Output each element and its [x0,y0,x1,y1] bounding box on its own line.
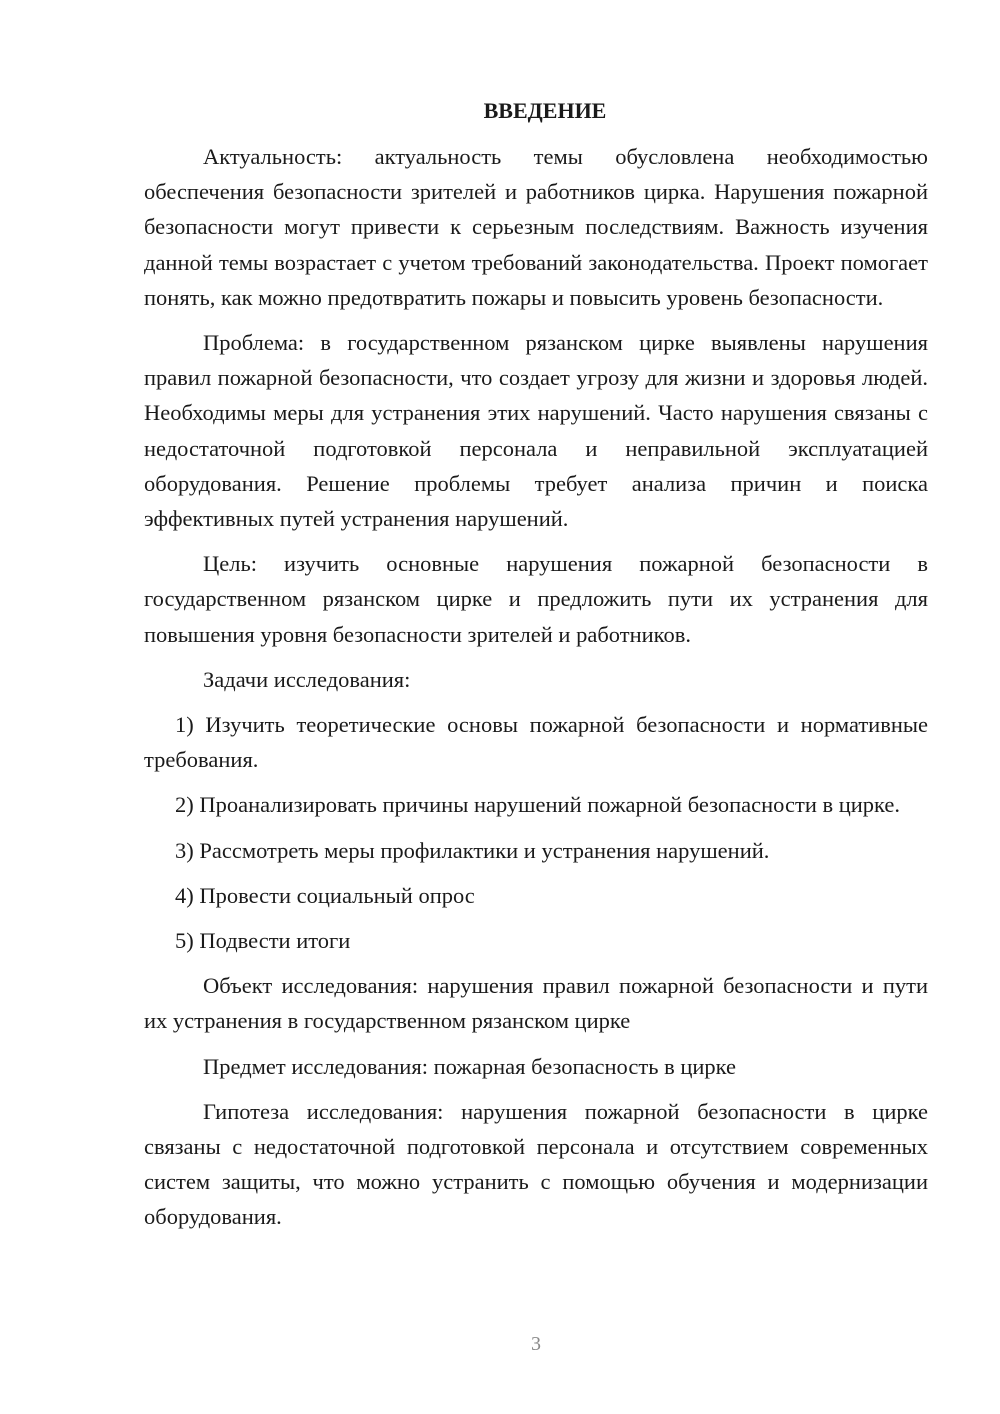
tasks-heading: Задачи исследования: [203,666,411,692]
paragraph-goal: Цель: изучить основные нарушения пожарной безопасности в государственном рязанском цирке и предложить пути их устранения для повышения уровня безопасности зрителей и работников. [144,551,928,647]
paragraph-problem: Проблема: в государственном рязанском цирке выявлены нарушения правил пожарной безопасности, что создает угрозу для жизни и здоровья людей. Необходимы меры для устранения этих нарушений. Часто нарушения связаны с недостаточной подготовкой персонала и неправильной эксплуатацией оборудования. Решение проблемы требует анализа причин и поиска эффективных путей устранения нарушений. [144,330,928,532]
paragraph-relevance: Актуальность: актуальность темы обусловлена необходимостью обеспечения безопасности зрителей и работников цирка. Нарушения пожарной безопасности могут привести к серьезным последствиям. Важность изучения данной темы возрастает с учетом требований законодательства. Проект помогает понять, как можно предотвратить пожары и повысить уровень безопасности. [144,144,928,310]
task-item-2: 2) Проанализировать причины нарушений пожарной безопасности в цирке. [175,792,901,818]
task-item-3: 3) Рассмотреть меры профилактики и устранения нарушений. [175,837,770,863]
task-item-5: 5) Подвести итоги [175,928,351,954]
task-item-4: 4) Провести социальный опрос [175,882,475,908]
paragraph-object: Объект исследования: нарушения правил пожарной безопасности и пути их устранения в государственном рязанском цирке [144,973,928,1034]
page-number: 3 [531,1333,541,1355]
page-content [144,95,928,1245]
task-item-1: 1) Изучить теоретические основы пожарной безопасности и нормативные требования. [144,712,928,773]
paragraph-subject: Предмет исследования: пожарная безопасность в цирке [203,1053,737,1079]
section-title: ВВЕДЕНИЕ [483,98,607,123]
paragraph-hypothesis: Гипотеза исследования: нарушения пожарной безопасности в цирке связаны с недостаточной подготовкой персонала и отсутствием современных систем защиты, что можно устранить с помощью обучения и модернизации оборудования. [144,1098,928,1230]
